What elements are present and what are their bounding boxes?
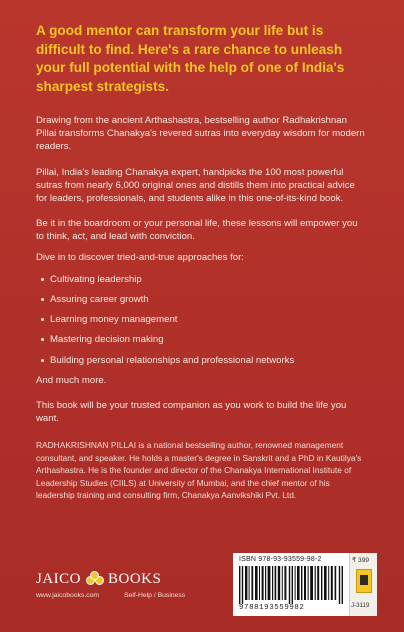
publisher-website: www.jaicobooks.com: [36, 592, 100, 599]
list-item: [36, 354, 368, 367]
barcode-icon: [239, 566, 343, 604]
price-strip: [349, 553, 377, 616]
jaico-logo-icon: [86, 571, 103, 588]
list-item-label: Learning money management: [50, 314, 178, 326]
description-paragraph-2: Pillai, India's leading Chanakya expert, handpicks the 100 most powerful sutras from nearly 6,000 original ones and distills them into practical advice for leaders, professionals, and students alike in this one-of-its-kind book.: [36, 166, 355, 205]
bullet-icon: [41, 359, 44, 362]
bullet-icon: [41, 298, 44, 301]
list-item: [36, 313, 368, 326]
barcode-panel: [233, 553, 376, 616]
jaico-badge-icon: [356, 569, 372, 593]
footer: [36, 547, 384, 625]
description-paragraph-4: Dive in to discover tried-and-true approaches for:: [36, 251, 244, 263]
description-paragraph-1: Drawing from the ancient Arthashastra, bestselling author Radhakrishnan Pillai transforms Chanakya's revered sutras into everyday wisdom for modern readers.: [36, 115, 365, 153]
price-label: ₹ 399: [352, 557, 370, 564]
list-item: [36, 333, 368, 346]
barcode-digits: 9788193559982: [239, 604, 305, 612]
logo-text-left: JAICO: [36, 571, 82, 587]
list-item-label: Mastering decision making: [50, 334, 164, 346]
list-item: [36, 273, 368, 286]
author-bio: RADHAKRISHNAN PILLAI is a national bestselling author, renowned management consultant, and speaker. He holds a master's degree in Sanskrit and a PhD in Kautilya's Arthashastra. He is the founder and director of the Chanakya International Institute of Leadership Studies (CIILS) at University of Mumbai, and the chief mentor of his leadership training and consulting firm, Chanakya Aanvikshiki Pvt. Ltd.: [36, 440, 362, 501]
isbn-label: ISBN 978-93-93559-98-2: [239, 556, 322, 563]
list-item: [36, 293, 368, 306]
logo-text-right: BOOKS: [108, 571, 162, 587]
list-item-label: Building personal relationships and professional networks: [50, 354, 295, 366]
publisher-logo: [36, 571, 161, 588]
bullet-icon: [41, 318, 44, 321]
description-paragraph-3: Be it in the boardroom or your personal life, these lessons will empower you to think, act, and lead with conviction.: [36, 218, 358, 243]
bullet-icon: [41, 338, 44, 341]
list-item-label: Assuring career growth: [50, 294, 149, 306]
list-item-label: Cultivating leadership: [50, 273, 142, 285]
book-category: Self-Help / Business: [124, 592, 186, 599]
bullet-icon: [41, 278, 44, 281]
closing-statement: This book will be your trusted companion as you work to build the life you want.: [36, 400, 347, 425]
book-code: J-3119: [351, 602, 370, 609]
headline: A good mentor can transform your life but is difficult to find. Here's a rare chance to unleash your full potential with the help of one of India's sharpest strategists.: [36, 23, 345, 94]
benefits-list: [36, 273, 368, 367]
and-much-more: And much more.: [36, 374, 107, 386]
